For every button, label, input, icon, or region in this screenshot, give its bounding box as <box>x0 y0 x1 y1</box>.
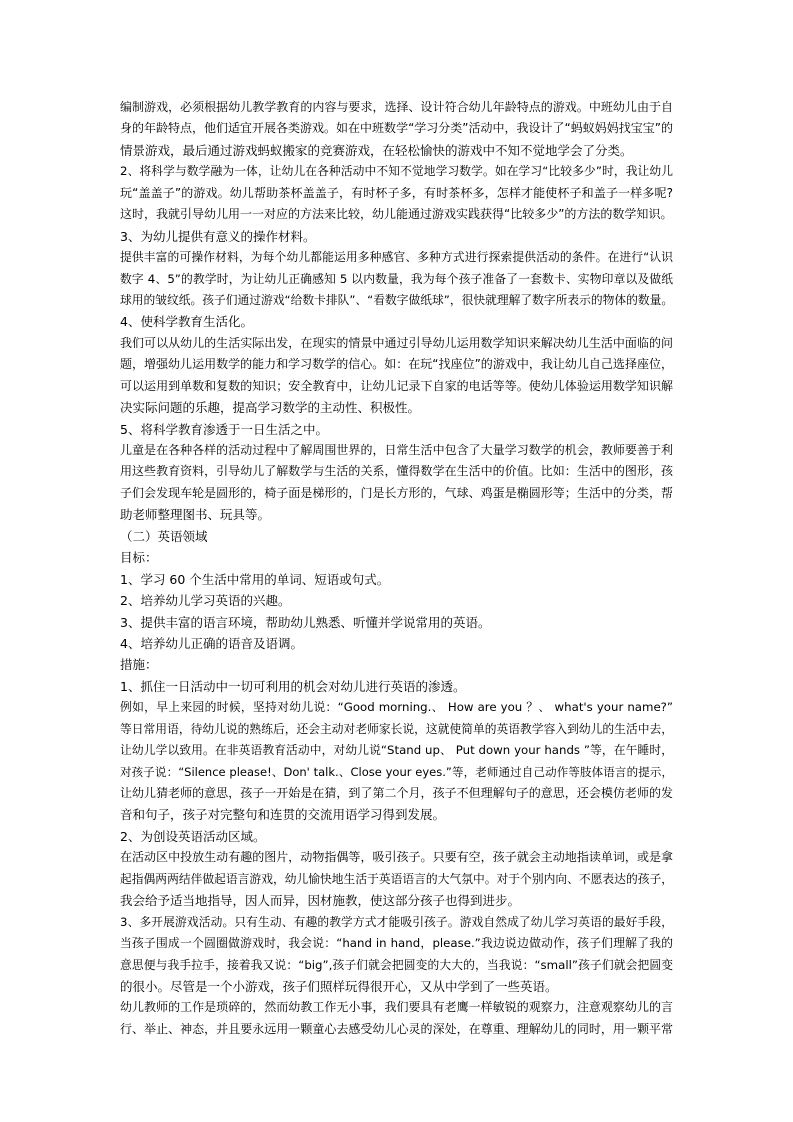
text-line: 让幼儿学以致用。在非英语教育活动中，对幼儿说“Stand up、 Put down your hands ”等，在午睡时， <box>120 743 673 758</box>
text-line: 决实际问题的乐趣，提高学习数学的主动性、积极性。 <box>120 400 421 416</box>
text-line: 3、提供丰富的语言环境，帮助幼儿熟悉、听懂并学说常用的英语。 <box>120 614 491 630</box>
text-line: 我们可以从幼儿的生活实际出发，在现实的情景中通过引导幼儿运用数学知识来解决幼儿生活中面临的问 <box>120 335 673 350</box>
section-title <box>120 526 673 547</box>
text-line: 例如，早上来园的时候，坚持对幼儿说：“Good morning.、 How are you ？、 what's your name?” <box>120 700 673 715</box>
paragraph <box>120 97 673 161</box>
paragraph <box>120 697 673 826</box>
section-heading <box>120 311 673 332</box>
text-line: 4、培养幼儿正确的语音及语调。 <box>120 635 303 651</box>
text-line: （二）英语领域 <box>120 528 208 544</box>
section-heading <box>120 826 673 847</box>
section-heading <box>120 676 673 697</box>
text-line: 行、举止、神态，并且要永远用一颗童心去感受幼儿心灵的深处，在尊重、理解幼儿的同时，用一颗平常 <box>120 1021 673 1036</box>
paragraph <box>120 333 673 419</box>
text-line: 我会给予适当地指导，因人而异，因材施教，使这部分孩子也得到进步。 <box>120 893 521 909</box>
text-line: 情景游戏，最后通过游戏蚂蚁搬家的竞赛游戏，在轻松愉快的游戏中不知不觉地学会了分类。 <box>120 142 633 158</box>
text-line: 措施： <box>120 657 158 673</box>
text-line: 1、抓住一日活动中一切可利用的机会对幼儿进行英语的渗透。 <box>120 678 466 694</box>
paragraph <box>120 912 673 998</box>
text-line: 用这些教育资料，引导幼儿了解数学与生活的关系，懂得数学在生活中的价值。比如：生活中的图形，孩 <box>120 464 673 479</box>
text-line: 这时，我就引导幼儿用一一对应的方法来比较，幼儿能通过游戏实践获得“比较多少”的方法的数学知识。 <box>120 207 673 222</box>
paragraph <box>120 161 673 225</box>
paragraph <box>120 847 673 911</box>
text-line: 数字 4、5”的教学时，为让幼儿正确感知 5 以内数量，我为每个孩子准备了一套数卡、实物印章以及做纸 <box>120 271 673 286</box>
goals-label <box>120 547 673 568</box>
text-line: 4、使科学教育生活化。 <box>120 314 253 330</box>
text-line: 2、将科学与数学融为一体，让幼儿在各种活动中不知不觉地学习数学。如在学习“比较多少”时，我让幼儿 <box>120 164 673 179</box>
text-line: 在活动区中投放生动有趣的图片，动物指偶等，吸引孩子。只要有空，孩子就会主动地指读单词，或是拿 <box>120 850 673 865</box>
text-line: 儿童是在各种各样的活动过程中了解周围世界的，日常生活中包含了大量学习数学的机会，教师要善于利 <box>120 443 673 457</box>
text-line: 题，增强幼儿运用数学的能力和学习数学的信心。如：在玩“找座位”的游戏中，我让幼儿自己选择座位， <box>120 357 673 372</box>
text-line: 2、为创设英语活动区域。 <box>120 828 266 844</box>
text-line: 2、培养幼儿学习英语的兴趣。 <box>120 593 291 609</box>
text-line: 身的年龄特点，他们适宜开展各类游戏。如在中班数学“学习分类”活动中，我设计了“蚂蚁妈妈找宝宝”的 <box>120 121 673 136</box>
text-line: 对孩子说：“Silence please!、Don' talk.、Close your eyes.”等，老师通过自己动作等肢体语言的提示， <box>120 764 673 779</box>
section-heading <box>120 226 673 247</box>
goal-item <box>120 612 673 633</box>
text-line: 助老师整理图书、玩具等。 <box>120 507 271 523</box>
measures-label <box>120 654 673 675</box>
goal-item <box>120 633 673 654</box>
text-line: 当孩子围成一个圆圈做游戏时，我会说：“hand in hand，please.”我边说边做动作，孩子们理解了我的 <box>120 936 673 951</box>
text-line: 1、学习 60 个生活中常用的单词、短语或句式。 <box>120 571 390 587</box>
text-line: 的很小。尽管是一个小游戏，孩子们照样玩得很开心，又从中学到了一些英语。 <box>120 978 558 994</box>
paragraph <box>120 997 673 1040</box>
text-line: 意思便与我手拉手，接着我又说：“big”,孩子们就会把圆变的大大的，当我说：“small”孩子们就会把圆变 <box>120 957 673 972</box>
paragraph <box>120 440 673 526</box>
text-line: 子们会发现车轮是圆形的，椅子面是梯形的，门是长方形的，气球、鸡蛋是椭圆形等；生活中的分类，帮 <box>120 485 673 500</box>
goal-item <box>120 590 673 611</box>
text-line: 等日常用语，待幼儿说的熟练后，还会主动对老师家长说，这就使简单的英语教学容入到幼儿的生活中去， <box>120 721 673 736</box>
text-line: 5、将科学教育渗透于一日生活之中。 <box>120 421 328 437</box>
paragraph <box>120 247 673 311</box>
page-body <box>120 97 673 1040</box>
text-line: 可以运用到单数和复数的知识；安全教育中，让幼儿记录下自家的电话等等。使幼儿体验运用数学知识解 <box>120 378 673 393</box>
text-line: 让幼儿猜老师的意思，孩子一开始是在猜，到了第二个月，孩子不但理解句子的意思，还会模仿老师的发 <box>120 786 673 800</box>
text-line: 目标： <box>120 550 158 566</box>
text-line: 3、多开展游戏活动。只有生动、有趣的教学方式才能吸引孩子。游戏自然成了幼儿学习英语的最好手段， <box>120 914 673 929</box>
text-line: 音和句子，孩子对完整句和连贯的交流用语学习得到发展。 <box>120 807 446 823</box>
text-line: 幼儿教师的工作是琐碎的，然而幼教工作无小事，我们要具有老鹰一样敏锐的观察力，注意观察幼儿的言 <box>120 1000 673 1015</box>
text-line: 起指偶两两结伴做起语言游戏，幼儿愉快地生活于英语语言的大气氛中。对于个别内向、不愿表达的孩子， <box>120 871 673 886</box>
text-line: 球用的皱纹纸。孩子们通过游戏“给数卡排队”、“看数字做纸球”，很快就理解了数字所表示的物体的数量。 <box>120 292 673 307</box>
text-line: 3、为幼儿提供有意义的操作材料。 <box>120 228 316 244</box>
text-line: 玩“盖盖子”的游戏。幼儿帮助茶杯盖盖子，有时杯子多，有时茶杯多，怎样才能使杯子和盖子一样多呢? <box>120 185 673 200</box>
goal-item <box>120 569 673 590</box>
text-line: 提供丰富的可操作材料，为每个幼儿都能运用多种感官、多种方式进行探索提供活动的条件。在进行“认识 <box>120 250 673 265</box>
section-heading <box>120 419 673 440</box>
text-line: 编制游戏，必须根据幼儿教学教育的内容与要求，选择、设计符合幼儿年龄特点的游戏。中班幼儿由于自 <box>120 100 673 114</box>
